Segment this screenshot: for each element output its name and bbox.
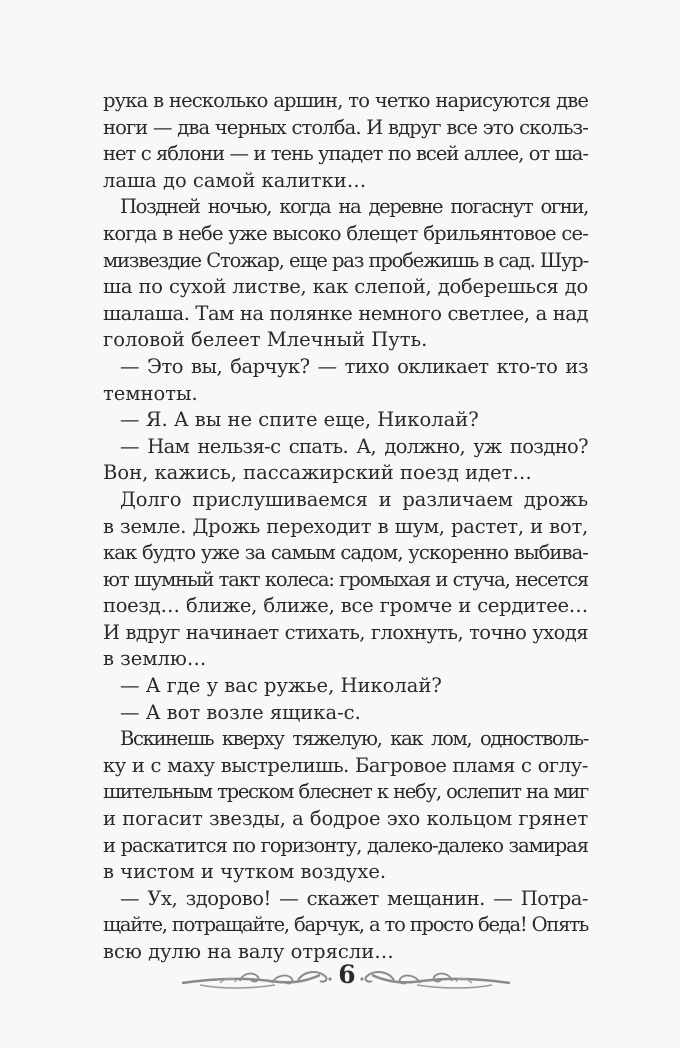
text-line: в земле. Дрожь переходит в шум, растет, и вот, (103, 514, 588, 538)
text-line: — Ух, здорово! — скажет мещанин. — Потра- (120, 886, 588, 910)
text-line: и раскатится по горизонту, далеко-далеко замирая (103, 833, 588, 857)
right-ornament-icon (360, 963, 512, 993)
text-line: в землю… (103, 647, 207, 671)
paragraph (103, 88, 588, 194)
text-line: как будто уже за самым садом, ускоренно выбива- (103, 541, 588, 565)
paragraph (103, 407, 588, 434)
text-line: И вдруг начинает стихать, глохнуть, точно уходя (103, 620, 588, 644)
text-line: рука в несколько аршин, то четко нарисуются две (103, 89, 588, 112)
paragraph (103, 726, 588, 886)
text-line: шительным треском блеснет к небу, ослепит на миг (103, 780, 588, 804)
text-line: Вскинешь кверху тяжелую, как лом, одностволь- (120, 727, 588, 751)
paragraph (103, 700, 588, 727)
text-line: — Это вы, барчук? — тихо окликает кто-то из (120, 354, 588, 378)
paragraph (103, 194, 588, 354)
text-line: — Я. А вы не спите еще, Николай? (120, 408, 479, 432)
text-line: когда в небе уже высоко блещет брильянтовое се- (103, 221, 588, 245)
text-line: ша по сухой листве, как слепой, доберешься до (103, 275, 588, 299)
left-ornament-icon (180, 963, 332, 993)
paragraph (103, 434, 588, 487)
text-line: нет с яблони — и тень упадет по всей аллее, от ша- (103, 142, 588, 166)
text-line: — А вот возле ящика-с. (120, 700, 361, 724)
text-line: и погасит звезды, а бодрое эхо кольцом грянет (103, 807, 588, 831)
text-line: темноты. (103, 381, 198, 405)
text-line: лаша до самой калитки… (103, 168, 367, 192)
page-text (103, 88, 588, 966)
page-number: 6 (338, 960, 356, 989)
paragraph (103, 487, 588, 673)
text-line: Долго прислушиваемся и различаем дрожь (120, 487, 588, 511)
text-line: в чистом и чутком воздухе. (103, 860, 387, 884)
text-line: ноги — два черных столба. И вдруг все это скольз- (103, 115, 588, 139)
text-line: Вон, кажись, пассажирский поезд идет… (103, 461, 532, 485)
text-line: — Нам нельзя-с спать. А, должно, уж поздно? (120, 434, 588, 458)
paragraph (103, 354, 588, 407)
text-line: ку и с маху выстрелишь. Багровое пламя с оглу- (103, 753, 588, 777)
text-line: ют шумный такт колеса: громыхая и стуча, несется (103, 567, 588, 591)
text-line: Поздней ночью, когда на деревне погаснут огни, (120, 195, 588, 219)
text-line: всю дулю на валу отрясли… (103, 940, 394, 963)
text-line: щайте, потращайте, барчук, а то просто беда! Опять (103, 913, 588, 937)
paragraph (103, 673, 588, 700)
page-footer (0, 955, 680, 1005)
text-line: шалаша. Там на полянке немного светлее, а над (103, 301, 588, 325)
text-line: мизвездие Стожар, еще раз пробежишь в сад. Шур- (103, 248, 588, 272)
paragraph (103, 886, 588, 966)
text-line: головой белеет Млечный Путь. (103, 328, 428, 352)
text-line: — А где у вас ружье, Николай? (120, 674, 442, 698)
text-line: поезд… ближе, ближе, все громче и сердитее… (103, 594, 588, 618)
